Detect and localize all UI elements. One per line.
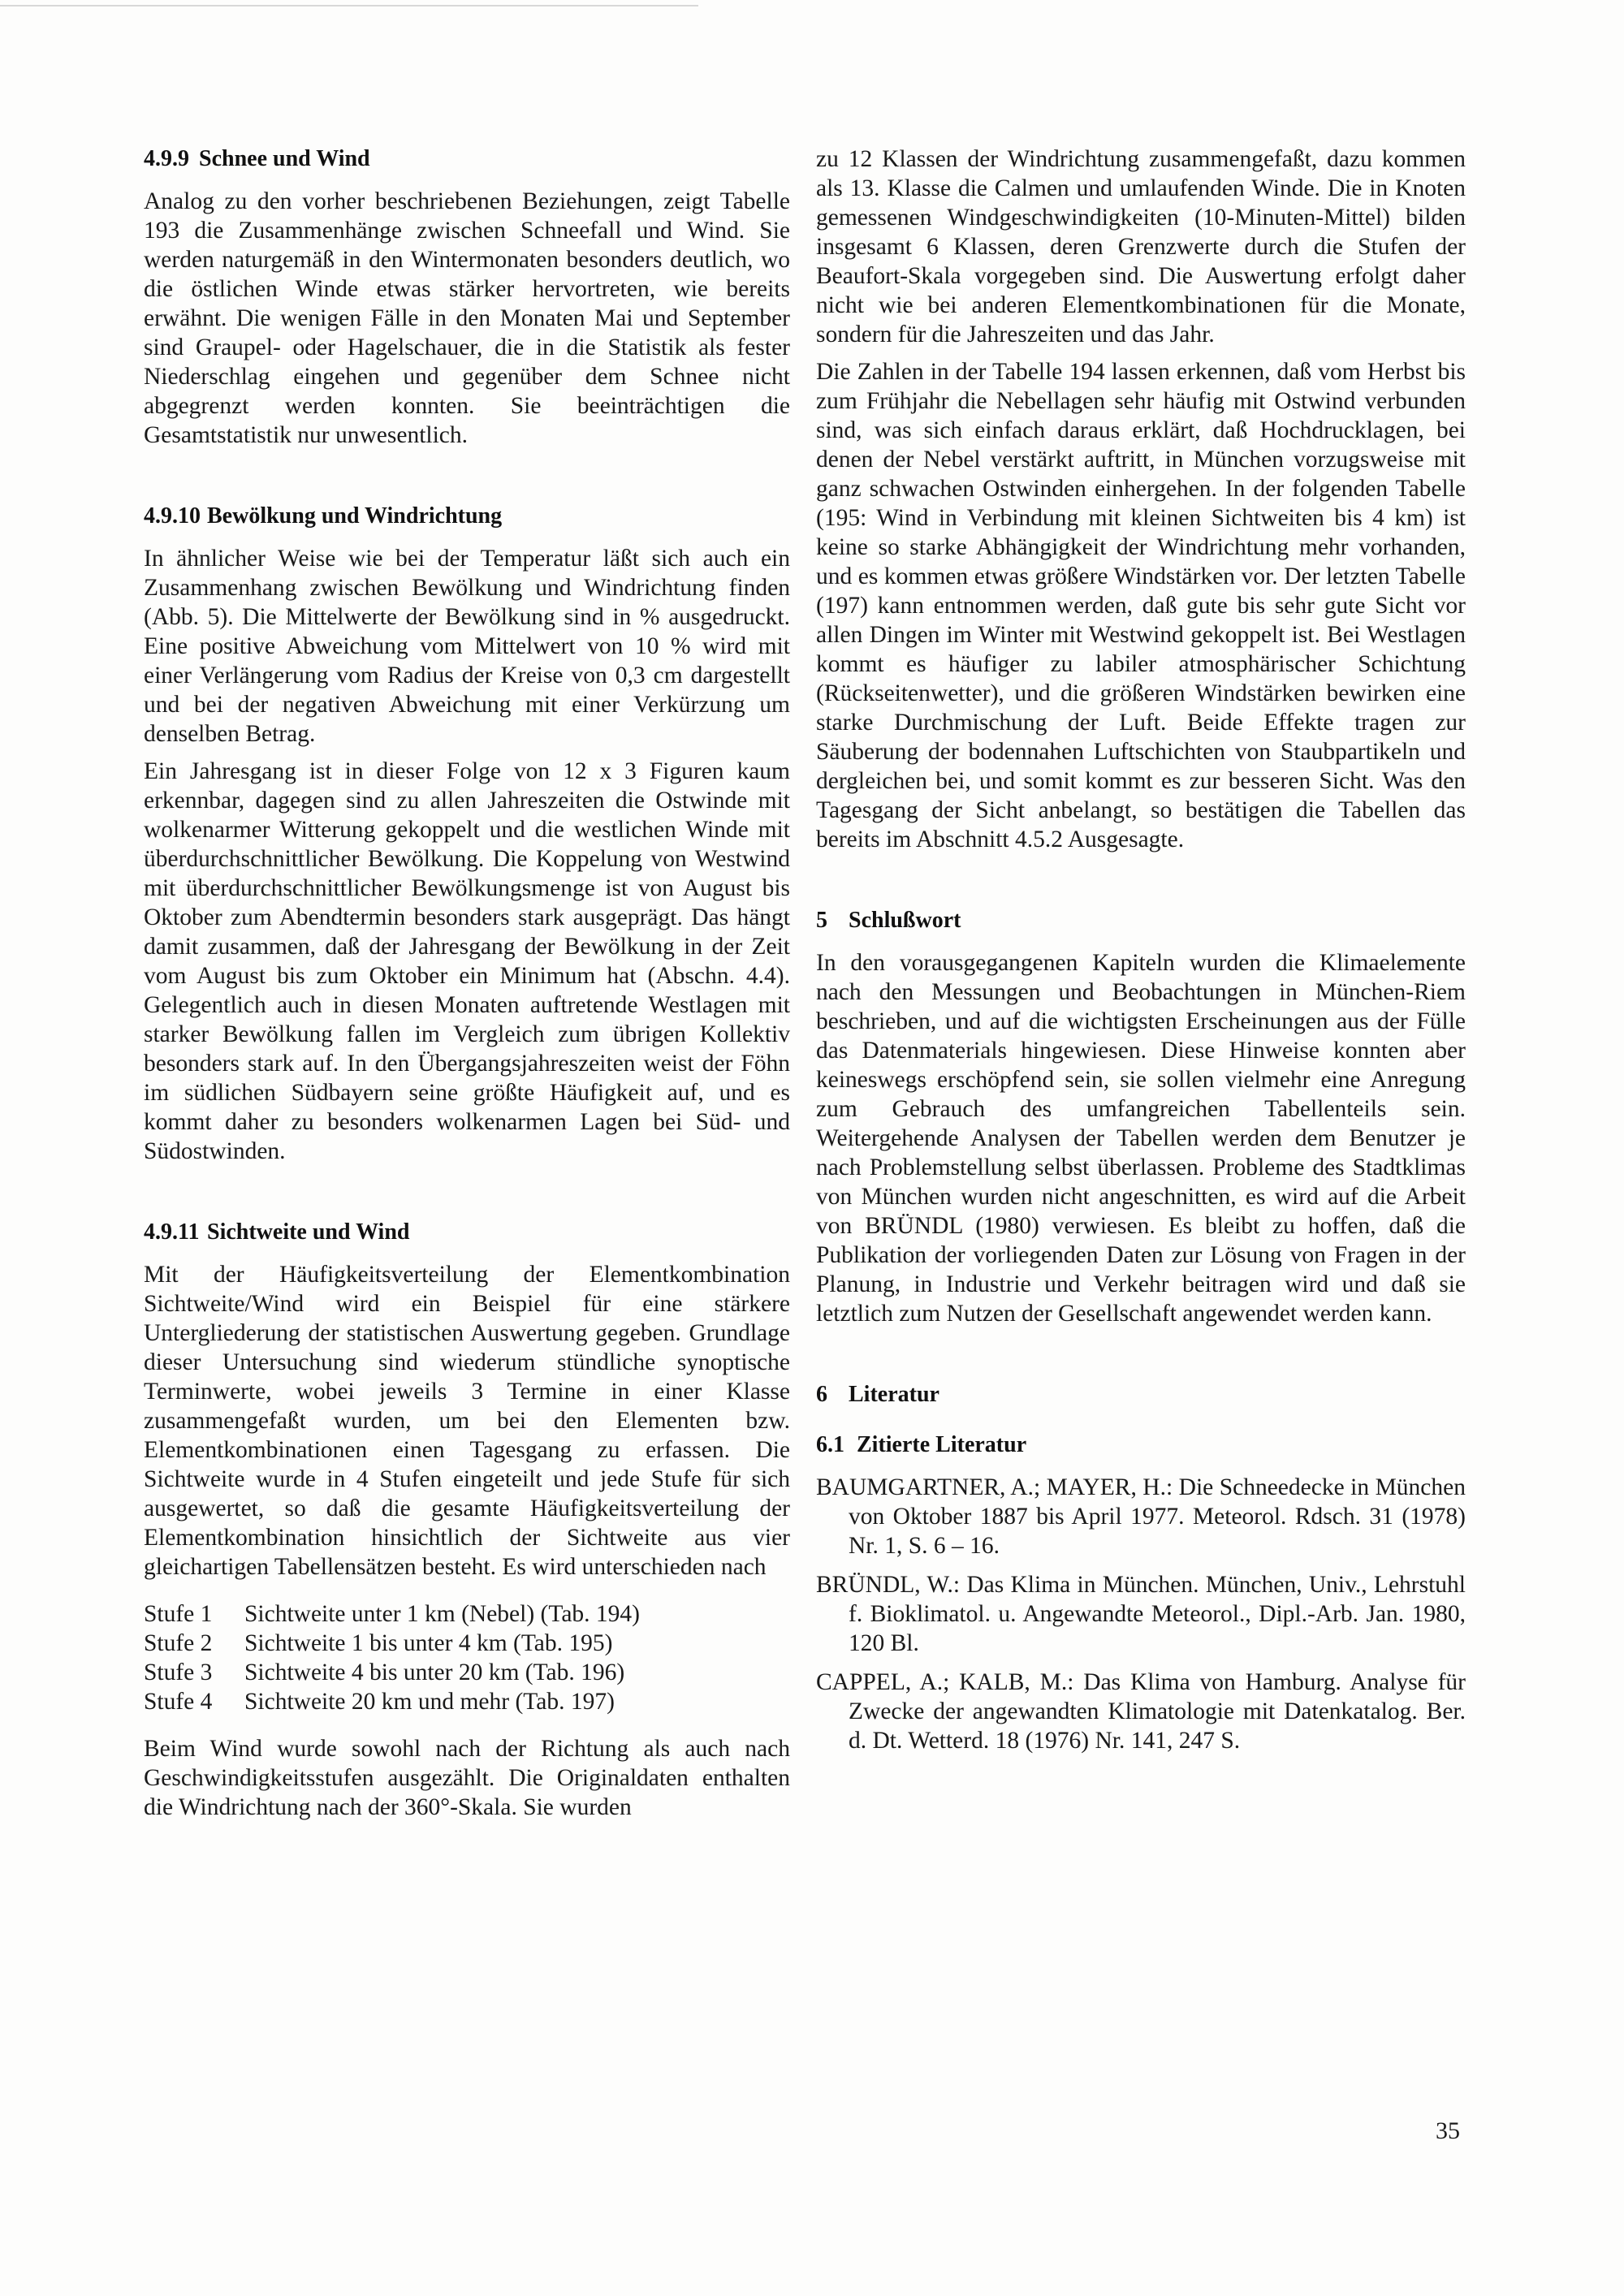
list-item: Stufe 1 Sichtweite unter 1 km (Nebel) (Tab. 194) (144, 1601, 640, 1627)
paragraph: Mit der Häufigkeitsverteilung der Elementkombination Sichtweite/Wind wird ein Beispiel für eine stärkere Untergliederung der statistischen Auswertung gegeben. Grundlage dieser Untersuchung sind wiederum stündliche synoptische Terminwerte, wobei jeweils 3 Termine in einer Klasse zusammengefaßt wurden, um bei den Elementen bzw. Elementkombinationen einen Tagesgang zu erfassen. Die Sichtweite wurde in 4 Stufen eingeteilt und jede Stufe für sich ausgewertet, so daß die gesamte Häufigkeitsverteilung der Elementkombination hinsichtlich der Sichtweite aus vier gleichartigen Tabellensätzen besteht. Es wird unterschieden nach (144, 1262, 790, 1580)
paragraph: In den vorausgegangenen Kapiteln wurden die Klimaelemente nach den Messungen und Beobachtungen in München-Riem beschrieben, und auf die wichtigsten Erscheinungen aus der Fülle das Datenmaterials hingewiesen. Diese Hinweise konnten aber keineswegs erschöpfend sein, sie sollen vielmehr eine Anregung zum Gebrauch des umfangreichen Tabellenteils sein. Weitergehende Analysen der Tabellen werden dem Benutzer je nach Problemstellung selbst überlassen. Probleme des Stadtklimas von München wurden nicht angeschnitten, es wird auf die Arbeit von BRÜNDL (1980) verwiesen. Es bleibt zu hoffen, daß die Publikation der vorliegenden Daten zur Lösung von Fragen in der Planung, in Industrie und Verkehr beitragen wird und daß sie letztlich zum Nutzen der Gesellschaft angewendet werden kann. (816, 950, 1466, 1327)
reference-item: BRÜNDL, W.: Das Klima in München. München, Univ., Lehrstuhl f. Bioklimatol. u. Angewandte Meteorol., Dipl.-Arb. Jan. 1980, 120 Bl. (816, 1572, 1466, 1656)
page-number: 35 (1436, 2117, 1460, 2144)
paragraph: Ein Jahresgang ist in dieser Folge von 12 x 3 Figuren kaum erkennbar, dagegen sind zu allen Jahreszeiten die Ostwinde mit wolkenarmer Witterung gekoppelt und die westlichen Winde mit überdurchschnittlicher Bewölkung. Die Koppelung von Westwind mit überdurchschnittlicher Bewölkungsmenge ist von August bis Oktober zum Abendtermin besonders stark ausgeprägt. Das hängt damit zusammen, daß der Jahresgang der Bewölkung in der Zeit vom August bis zum Oktober ein Minimum hat (Abschn. 4.4). Gelegentlich auch in diesen Monaten auftretende Westlagen mit starker Bewölkung fallen im Vergleich zum übrigen Kollektiv besonders stark auf. In den Übergangsjahreszeiten weist der Föhn im südlichen Südbayern seine größte Häufigkeit auf, und es kommt daher zu besonders wolkenarmen Lagen bei Süd- und Südostwinden. (144, 758, 790, 1164)
right-column (816, 145, 1466, 1755)
heading-4-9-11: 4.9.11 Sichtweite und Wind (144, 1219, 410, 1245)
paragraph: Analog zu den vorher beschriebenen Beziehungen, zeigt Tabelle 193 die Zusammenhänge zwischen Schneefall und Wind. Sie werden naturgemäß in den Wintermonaten besonders deutlich, wo die östlichen Winde etwas stärker hervortreten, wie bereits erwähnt. Die wenigen Fälle in den Monaten Mai und September sind Graupel- oder Hagelschauer, die in die Statistik als fester Niederschlag eingehen und gegenüber dem Schnee nicht abgegrenzt werden konnten. Sie beeinträchtigen die Gesamtstatistik nur unwesentlich. (144, 188, 790, 448)
heading-4-9-9: 4.9.9 Schnee und Wind (144, 146, 370, 171)
list-item: Stufe 2 Sichtweite 1 bis unter 4 km (Tab. 195) (144, 1630, 613, 1656)
heading-6-1: 6.1 Zitierte Literatur (816, 1432, 1027, 1457)
heading-5: 5 Schlußwort (816, 908, 961, 933)
heading-6: 6 Literatur (816, 1382, 939, 1407)
list-item: Stufe 3 Sichtweite 4 bis unter 20 km (Tab. 196) (144, 1659, 625, 1685)
paragraph: Die Zahlen in der Tabelle 194 lassen erkennen, daß vom Herbst bis zum Frühjahr die Nebellagen sehr häufig mit Ostwind verbunden sind, was sich einfach daraus erklärt, daß Hochdrucklagen, bei denen der Nebel verstärkt auftritt, in München vorzugsweise mit ganz schwachen Ostwinden einhergehen. In der folgenden Tabelle (195: Wind in Verbindung mit kleinen Sichtweiten bis 4 km) ist keine so starke Abhängigkeit der Windrichtung mehr vorhanden, und es kommen etwas größere Windstärken vor. Der letzten Tabelle (197) kann entnommen werden, daß gute bis sehr gute Sicht vor allen Dingen im Winter mit Westwind gekoppelt ist. Bei Westlagen kommt es häufiger zu labiler atmosphärischer Schichtung (Rückseitenwetter), und die größeren Windstärken bewirken eine starke Durchmischung der Luft. Beide Effekte tragen zur Säuberung der bodennahen Luftschichten von Staubpartikeln und dergleichen bei, und somit kommt es zur besseren Sicht. Was den Tagesgang der Sicht anbelangt, so bestätigen die Tabellen das bereits im Abschnitt 4.5.2 Ausgesagte. (816, 359, 1466, 852)
paragraph: zu 12 Klassen der Windrichtung zusammengefaßt, dazu kommen als 13. Klasse die Calmen und umlaufenden Winde. Die in Knoten gemessenen Windgeschwindigkeiten (10-Minuten-Mittel) bilden insgesamt 6 Klassen, deren Grenzwerte durch die Stufen der Beaufort-Skala vorgegeben sind. Die Auswertung erfolgt daher nicht wie bei anderen Elementkombinationen für die Monate, sondern für die Jahreszeiten und das Jahr. (816, 146, 1466, 347)
left-column (144, 145, 790, 1822)
reference-item: BAUMGARTNER, A.; MAYER, H.: Die Schneedecke in München von Oktober 1887 bis April 1977. Meteorol. Rdsch. 31 (1978) Nr. 1, S. 6 – 16. (816, 1474, 1466, 1559)
paragraph: Beim Wind wurde sowohl nach der Richtung als auch nach Geschwindigkeitsstufen ausgezählt. Die Originaldaten enthalten die Windrichtung nach der 360°-Skala. Sie wurden (144, 1736, 790, 1820)
heading-4-9-10: 4.9.10 Bewölkung und Windrichtung (144, 503, 503, 529)
reference-item: CAPPEL, A.; KALB, M.: Das Klima von Hamburg. Analyse für Zwecke der angewandten Klimatologie mit Datenkatalog. Ber. d. Dt. Wetterd. 18 (1976) Nr. 141, 247 S. (816, 1669, 1466, 1754)
scan-edge-line (0, 5, 698, 6)
stufe-list (144, 1599, 790, 1716)
list-item: Stufe 4 Sichtweite 20 km und mehr (Tab. 197) (144, 1689, 615, 1715)
paragraph: In ähnlicher Weise wie bei der Temperatur läßt sich auch ein Zusammenhang zwischen Bewölkung und Windrichtung finden (Abb. 5). Die Mittelwerte der Bewölkung sind in % ausgedruckt. Eine positive Abweichung vom Mittelwert von 10 % wird mit einer Verlängerung vom Radius der Kreise von 0,3 cm dargestellt und bei der negativen Abweichung mit einer Verkürzung um denselben Betrag. (144, 546, 790, 747)
reference-list (816, 1473, 1466, 1755)
